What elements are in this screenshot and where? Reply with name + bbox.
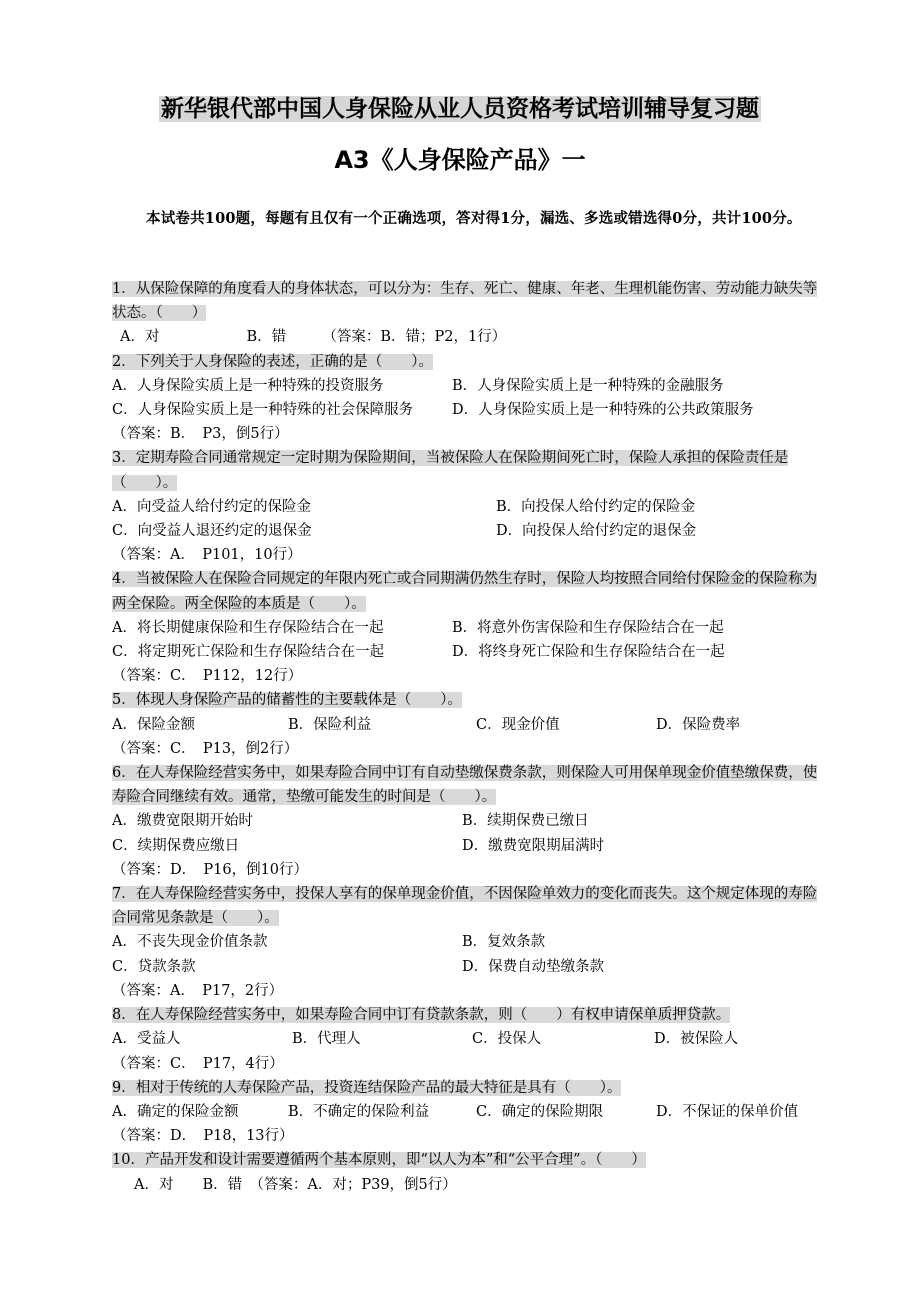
question-stem xyxy=(112,1076,824,1100)
answer-note: （答案：C． P17，4行） xyxy=(112,1055,284,1072)
option-b: B．人身保险实质上是一种特殊的金融服务 xyxy=(452,377,724,394)
option-b: B．代理人 xyxy=(292,1031,361,1048)
option-a: A．将长期健康保险和生存保险结合在一起 xyxy=(112,619,384,636)
question-stem-text: 1．从保险保障的角度看人的身体状态，可以分为：生存、死亡、健康、年老、生理机能伤害、劳动能力缺失等状态。（ ） xyxy=(112,281,818,322)
option-a: A．确定的保险金额 xyxy=(112,1103,239,1120)
option-d: D．将终身死亡保险和生存保险结合在一起 xyxy=(452,644,725,661)
question-list xyxy=(112,277,824,1197)
title-text: 新华银代部中国人身保险从业人员资格考试培训辅导复习题 xyxy=(161,96,759,122)
question-10 xyxy=(112,1148,824,1196)
option-c: C．投保人 xyxy=(472,1031,542,1048)
option-a: A．受益人 xyxy=(112,1031,181,1048)
option-b: B．将意外伤害保险和生存保险结合在一起 xyxy=(452,619,724,636)
answer-note: （答案：A． P101，10行） xyxy=(112,547,302,564)
answer-note: （答案：C． P13，倒2行） xyxy=(112,740,299,757)
option-grid xyxy=(112,1100,824,1124)
option-a: A．不丧失现金价值条款 xyxy=(112,934,268,951)
question-2 xyxy=(112,350,824,447)
option-grid xyxy=(112,495,824,543)
question-stem-text: 5．体现人身保险产品的储蓄性的主要载体是（ ）。 xyxy=(112,692,462,709)
document-subtitle: A3《人身保险产品》一 xyxy=(334,146,586,174)
option-c: C．向受益人退还约定的退保金 xyxy=(112,523,312,540)
question-stem xyxy=(112,882,824,930)
exam-instructions: 本试卷共100题，每题有且仅有一个正确选项，答对得1分，漏选、多选或错选得0分，共计100分。 xyxy=(146,210,802,227)
question-stem-text: 10．产品开发和设计需要遵循两个基本原则，即“以人为本”和“公平合理”。（ ） xyxy=(112,1152,646,1169)
option-d: D．保险费率 xyxy=(656,716,741,733)
answer-note: （答案：C． P112，12行） xyxy=(112,668,303,685)
option-a: A．向受益人给付约定的保险金 xyxy=(112,498,311,515)
option-grid xyxy=(112,374,824,422)
option-b: B．复效条款 xyxy=(462,934,546,951)
option-c: C．确定的保险期限 xyxy=(476,1103,604,1120)
question-1 xyxy=(112,277,824,350)
question-8 xyxy=(112,1003,824,1076)
option-a: A．保险金额 xyxy=(112,716,195,733)
option-d: D．人身保险实质上是一种特殊的公共政策服务 xyxy=(452,402,754,419)
option-grid xyxy=(112,713,824,737)
option-c: C．贷款条款 xyxy=(112,958,196,975)
question-stem xyxy=(112,688,824,712)
question-4 xyxy=(112,567,824,688)
option-grid xyxy=(112,930,824,978)
option-grid xyxy=(112,616,824,664)
option-d: D．缴费宽限期届满时 xyxy=(462,837,605,854)
question-stem-text: 4．当被保险人在保险合同规定的年限内死亡或合同期满仍然生存时，保险人均按照合同给付保险金的保险称为两全保险。两全保险的本质是（ ）。 xyxy=(112,571,818,612)
question-9 xyxy=(112,1076,824,1149)
option-b: B．续期保费已缴日 xyxy=(462,813,589,830)
question-stem-text: 6．在人寿保险经营实务中，如果寿险合同中订有自动垫缴保费条款，则保险人可用保单现金价值垫缴保费，使寿险合同继续有效。通常，垫缴可能发生的时间是（ ）。 xyxy=(112,765,818,806)
question-stem xyxy=(112,567,824,615)
option-a: A．人身保险实质上是一种特殊的投资服务 xyxy=(112,377,384,394)
option-grid xyxy=(112,809,824,857)
answer-note: （答案：A． P17，2行） xyxy=(112,982,284,999)
question-7 xyxy=(112,882,824,1003)
option-c: C．现金价值 xyxy=(476,716,560,733)
question-stem xyxy=(112,1003,824,1027)
question-5 xyxy=(112,688,824,761)
option-b: B．保险利益 xyxy=(288,716,372,733)
option-c: C．将定期死亡保险和生存保险结合在一起 xyxy=(112,644,385,661)
question-stem-text: 3．定期寿险合同通常规定一定时期为保险期间，当被保险人在保险期间死亡时，保险人承担的保险责任是（ ）。 xyxy=(112,450,789,491)
answer-line: A．对 B．错 （答案：A．对；P39，倒5行） xyxy=(134,1176,457,1193)
option-b: B．不确定的保险利益 xyxy=(288,1103,430,1120)
answer-note: （答案：D． P18，13行） xyxy=(112,1128,294,1145)
question-stem xyxy=(112,446,824,494)
option-d: D．向投保人给付约定的退保金 xyxy=(496,523,697,540)
question-stem-text: 9．相对于传统的人寿保险产品，投资连结保险产品的最大特征是具有（ ）。 xyxy=(112,1079,622,1096)
question-stem-text: 7．在人寿保险经营实务中，投保人享有的保单现金价值，不因保险单效力的变化而丧失。这个规定体现的寿险合同常见条款是（ ）。 xyxy=(112,886,818,927)
answer-note: （答案：B． P3，倒5行） xyxy=(112,426,289,443)
question-stem xyxy=(112,277,824,325)
option-c: C．续期保费应缴日 xyxy=(112,837,240,854)
question-stem xyxy=(112,761,824,809)
option-c: C．人身保险实质上是一种特殊的社会保障服务 xyxy=(112,402,414,419)
option-b: B．向投保人给付约定的保险金 xyxy=(496,498,696,515)
document-title xyxy=(0,92,920,126)
option-a: A．缴费宽限期开始时 xyxy=(112,813,253,830)
option-d: D．保费自动垫缴条款 xyxy=(462,958,605,975)
question-stem xyxy=(112,1148,824,1172)
question-stem-text: 2．下列关于人身保险的表述，正确的是（ ）。 xyxy=(112,353,433,370)
question-6 xyxy=(112,761,824,882)
question-3 xyxy=(112,446,824,567)
option-d: D．被保险人 xyxy=(654,1031,739,1048)
question-stem-text: 8．在人寿保险经营实务中，如果寿险合同中订有贷款条款，则（ ）有权申请保单质押贷款。 xyxy=(112,1007,731,1024)
question-stem xyxy=(112,350,824,374)
option-grid xyxy=(112,1027,824,1051)
answer-line: A．对 B．错 （答案：B．错；P2，1行） xyxy=(120,329,507,346)
option-d: D．不保证的保单价值 xyxy=(656,1103,799,1120)
answer-note: （答案：D． P16，倒10行） xyxy=(112,861,309,878)
